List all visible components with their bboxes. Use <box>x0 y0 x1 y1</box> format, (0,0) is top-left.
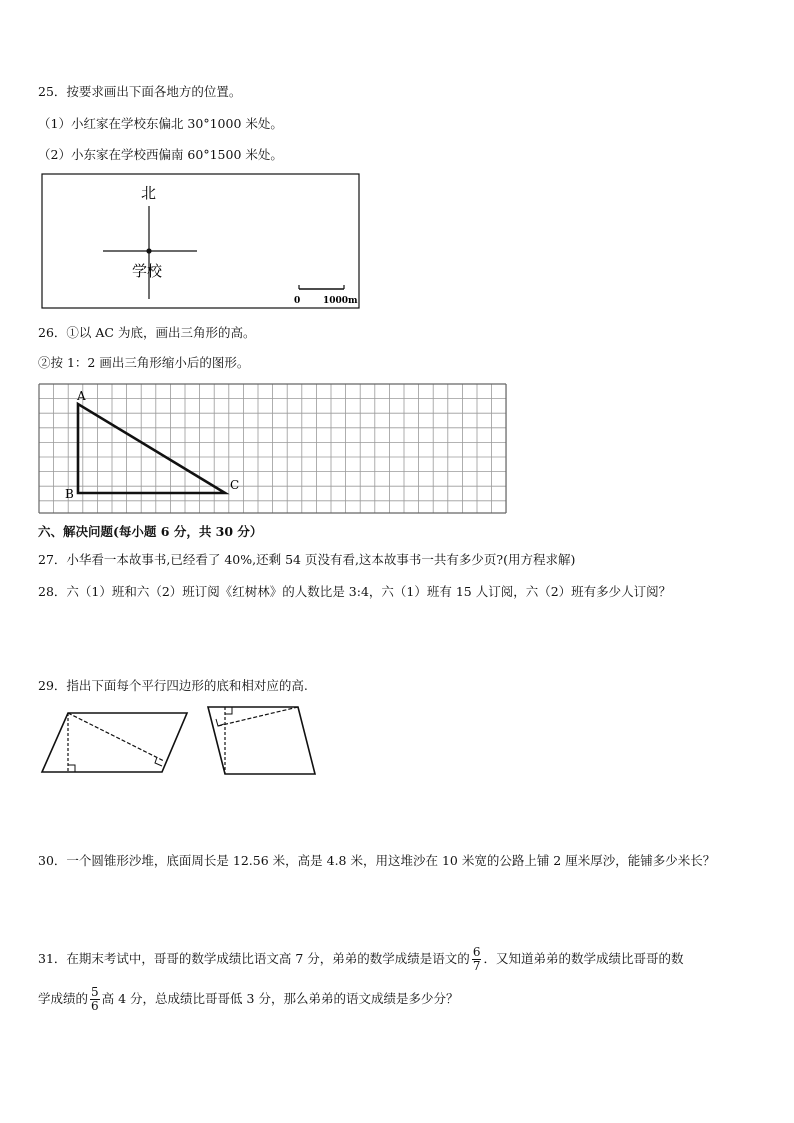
q26-grid-figure <box>38 383 508 515</box>
right-angle-mark-1 <box>68 765 75 772</box>
q25-sub2: （2）小东家在学校西偏南 60°1500 米处。 <box>38 147 283 162</box>
q26-line1: 26．①以 AC 为底，画出三角形的高。 <box>38 325 256 340</box>
fraction-numerator: 6 <box>472 945 481 959</box>
height-line-4 <box>218 707 298 726</box>
q31-part2: ．又知道弟弟的数学成绩比哥哥的数 <box>483 951 684 966</box>
scale-zero-label: 0 <box>294 296 301 306</box>
school-point <box>146 248 151 253</box>
right-angle-mark-4 <box>216 719 224 726</box>
q28-text: 28．六（1）班和六（2）班订阅《红树林》的人数比是 3:4，六（1）班有 15 人订阅，六（2）班有多少人订阅？ <box>38 584 672 599</box>
q25-title: 25．按要求画出下面各地方的位置。 <box>38 84 242 99</box>
right-angle-mark-3 <box>225 707 232 714</box>
q26-line2: ②按 1：2 画出三角形缩小后的图形。 <box>38 355 250 370</box>
vertex-a-label: A <box>77 389 86 403</box>
school-label: 学校 <box>132 262 163 280</box>
fraction-six-sevenths <box>472 946 482 973</box>
q31-part4: 高 4 分，总成绩比哥哥低 3 分，那么弟弟的语文成绩是多少分？ <box>101 991 459 1006</box>
section6-heading: 六、解决问题(每小题 6 分，共 30 分） <box>38 524 263 539</box>
fraction-five-sixths <box>90 986 100 1013</box>
q29-text: 29．指出下面每个平行四边形的底和相对应的高. <box>38 678 308 693</box>
vertex-b-label: B <box>65 487 74 501</box>
scale-distance-label: 1000m <box>323 296 358 306</box>
fraction-numerator: 5 <box>91 985 99 999</box>
figure-frame <box>42 174 359 308</box>
fraction-denominator: 7 <box>472 959 481 973</box>
q25-direction-figure <box>40 172 362 312</box>
q31-line2 <box>38 984 458 1014</box>
parallelogram-2 <box>208 707 315 774</box>
q31-part1: 31．在期末考试中，哥哥的数学成绩比语文高 7 分，弟弟的数学成绩是语文的 <box>38 951 470 966</box>
parallelogram-1 <box>42 713 187 772</box>
right-angle-mark-2 <box>155 757 162 766</box>
fraction-denominator: 6 <box>91 999 99 1013</box>
vertex-c-label: C <box>230 478 240 492</box>
q27-text: 27．小华看一本故事书,已经看了 40%,还剩 54 页没有看,这本故事书一共有多少页?(用方程求解) <box>38 552 576 567</box>
parallelogram-1-figure <box>38 708 193 778</box>
triangle-abc <box>78 404 225 493</box>
height-line-2 <box>68 713 164 761</box>
q25-sub1: （1）小红家在学校东偏北 30°1000 米处。 <box>38 116 283 131</box>
parallelogram-2-figure <box>204 702 320 778</box>
q31-part3: 学成绩的 <box>38 991 89 1006</box>
q30-text: 30．一个圆锥形沙堆，底面周长是 12.56 米，高是 4.8 米，用这堆沙在 10 米宽的公路上铺 2 厘米厚沙，能铺多少米长？ <box>38 853 716 868</box>
north-label: 北 <box>141 184 157 202</box>
q31-line1 <box>38 944 683 974</box>
